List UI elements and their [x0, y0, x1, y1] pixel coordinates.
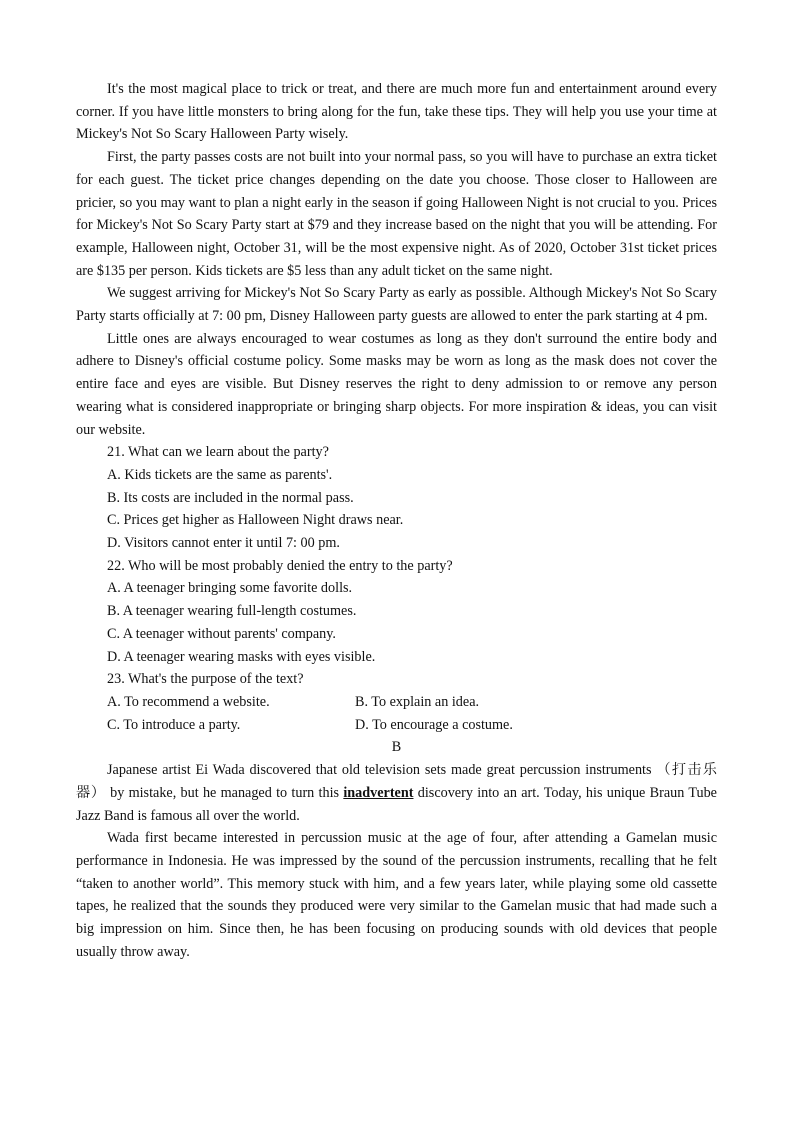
option-d: D. Visitors cannot enter it until 7: 00 pm. — [107, 535, 340, 552]
option-d: D. To encourage a costume. — [355, 716, 513, 733]
question-22 — [76, 555, 717, 669]
options-row-2 — [76, 714, 717, 737]
question-stem: 23. What's the purpose of the text? — [107, 671, 304, 688]
options-row-1 — [76, 691, 717, 714]
option-a: A. To recommend a website. — [107, 693, 270, 710]
keyword-inadvertent: inadvertent — [343, 784, 414, 801]
option-a: A. A teenager bringing some favorite dolls. — [107, 580, 353, 597]
passage-a-paragraph-4: Little ones are always encouraged to wear costumes as long as they don't surround the entire body and adhere to Disney's official costume policy. Some masks may be worn as long as the mask does not cover the entire face and eyes are visible. But Disney reserves the right to deny admission to or remove any person wearing what is considered inappropriate or bringing sharp objects. For more inspiration & ideas, you can visit our website. — [76, 330, 717, 438]
section-heading-b: B — [391, 739, 402, 756]
passage-a-paragraph-2: First, the party passes costs are not built into your normal pass, so you will have to purchase an extra ticket for each guest. The ticket price changes depending on the date you choose. Those closer to Halloween are pricier, so you may want to plan a night early in the season if going Halloween Night is not crucial to you. Prices for Mickey's Not So Scary Party start at $79 and they increase based on the night that you will be attending. For example, Halloween night, October 31, will be the most expensive night. As of 2020, October 31st ticket prices are $135 per person. Kids tickets are $5 less than any adult ticket on the same night. — [76, 149, 717, 279]
question-23 — [76, 668, 717, 736]
paragraph-text-end: discovery into an art. Today, his unique Braun Tube Jazz Band is famous all over the world. — [76, 784, 717, 824]
option-b: B. To explain an idea. — [355, 693, 480, 710]
option-b: B. A teenager wearing full-length costumes. — [107, 603, 357, 620]
passage-b-paragraph-2: Wada first became interested in percussion music at the age of four, after attending a Gamelan music performance in Indonesia. He was impressed by the sound of the percussion instruments, recalling that he felt “taken to another world”. This memory stuck with him, and a few years later, while playing some old cassette tapes, he realized that the sounds they produced were very similar to the Gamelan music that had made such a big impression on him. Since then, he has been focusing on producing sounds with old devices that people usually throw away. — [76, 830, 717, 960]
option-c: C. A teenager without parents' company. — [107, 625, 336, 642]
option-c: C. To introduce a party. — [107, 716, 241, 733]
question-stem: 22. Who will be most probably denied the entry to the party? — [107, 557, 453, 574]
question-21 — [76, 441, 717, 555]
paragraph-text-start: Japanese artist Ei Wada discovered that old television sets made great percussion instruments （打击乐器） by mistake, but he managed to turn this — [76, 762, 717, 801]
passage-a-paragraph-1: It's the most magical place to trick or treat, and there are much more fun and entertainment around every corner. If you have little monsters to bring along for the fun, take these tips. They will help you use your time at Mickey's Not So Scary Halloween Party wisely. — [76, 81, 717, 143]
option-b: B. Its costs are included in the normal pass. — [107, 489, 354, 506]
passage-b-paragraph-1 — [76, 759, 717, 827]
option-d: D. A teenager wearing masks with eyes visible. — [107, 648, 376, 665]
passage-a-paragraph-3: We suggest arriving for Mickey's Not So Scary Party as early as possible. Although Mickey's Not So Scary Party starts officially at 7: 00 pm, Disney Halloween party guests are allowed to enter the park starting at 4 pm. — [76, 285, 717, 325]
question-stem: 21. What can we learn about the party? — [107, 444, 329, 461]
option-c: C. Prices get higher as Halloween Night draws near. — [107, 512, 404, 529]
document-page — [76, 78, 717, 963]
option-a: A. Kids tickets are the same as parents'. — [107, 466, 333, 483]
